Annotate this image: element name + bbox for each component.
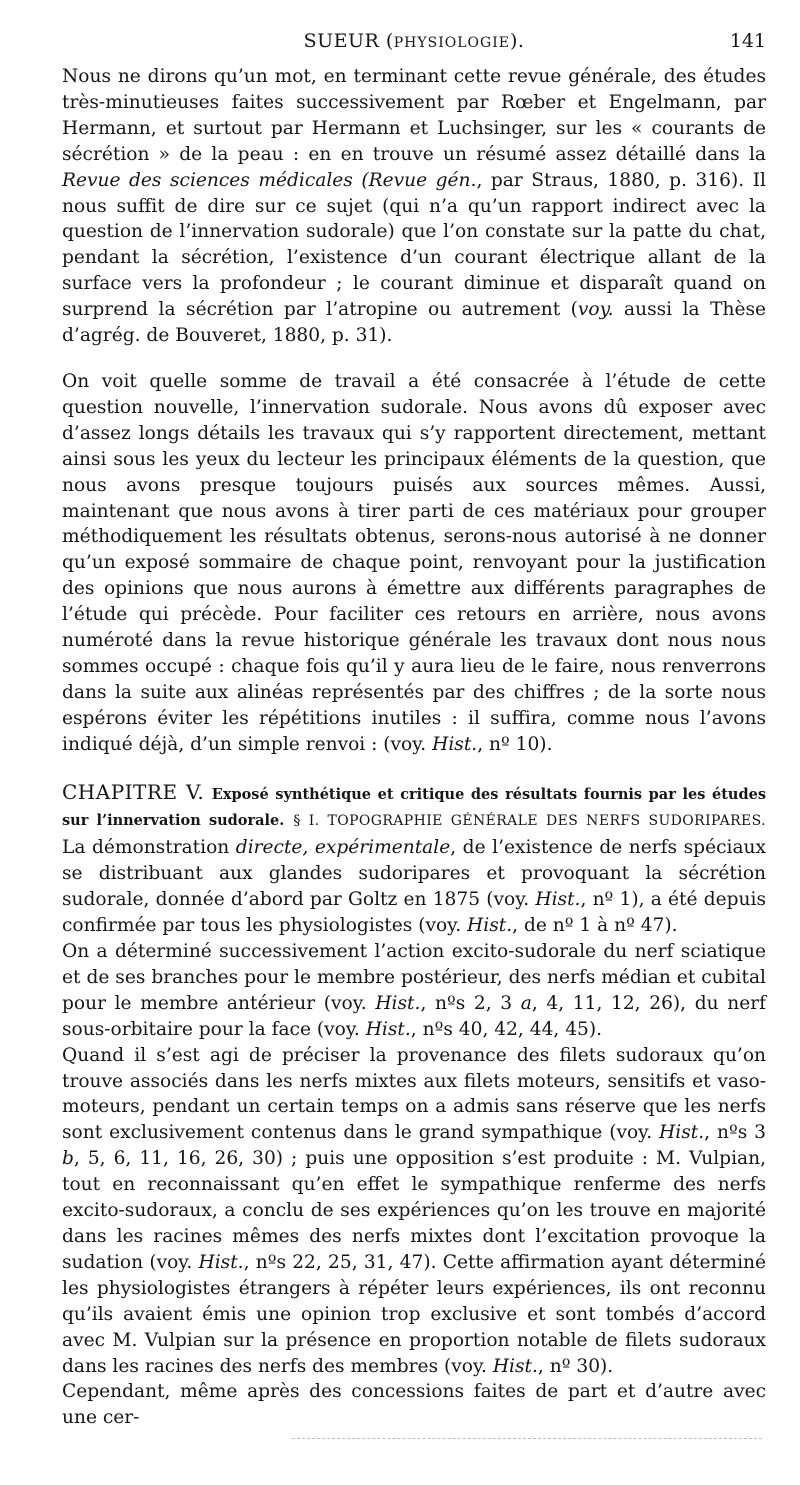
paragraph-2-end: , nº 10). — [477, 733, 553, 755]
paragraph-5-italic-a: Hist. — [659, 1122, 705, 1144]
running-title-smallcaps: PHYSIOLOGIE — [393, 35, 510, 51]
paragraph-4-text-c: , 4, 11, 12, 26), du nerf sous-orbitaire pour la face (voy. — [62, 992, 766, 1040]
paragraph-4-italic-a: Hist. — [375, 992, 421, 1014]
running-title-main: SUEUR ( — [303, 30, 394, 52]
paragraph-5-italic-b: b — [62, 1148, 74, 1170]
paragraph-4 — [62, 939, 766, 1043]
paragraph-3-text-b: , de l’existence de nerfs spéciaux se distribuant aux glandes sudoripares et provoquant la sécrétion sudorale, donnée d’abord par Goltz en 1875 (voy. — [62, 837, 766, 911]
running-title-end: ). — [509, 30, 525, 52]
paragraph-3-italic-b: Hist. — [535, 889, 581, 911]
paragraph-6 — [62, 1379, 766, 1431]
paragraph-4-italic-c: Hist. — [365, 1018, 411, 1040]
paragraph-1-italic-b: voy. — [577, 299, 614, 321]
paragraph-1-text-b: , par Straus, 1880, p. 316). Il nous suffit de dire sur ce sujet (qui n’a qu’un rapport indirect avec la question de l’innervation sudorale) que l’on constate sur la patte du chat, pendant la sécrétion, l’existence d’un courant électrique allant de la surface vers la profondeur ; le courant diminue et disparaît quand on surprend la sécrétion par l’atropine ou autrement ( — [62, 169, 766, 321]
chapter-paragraph — [62, 780, 766, 939]
running-title — [62, 30, 766, 52]
paragraph-5-italic-d: Hist. — [492, 1355, 538, 1377]
paragraph-5-italic-c: Hist. — [198, 1251, 244, 1273]
paragraph-1-italic-a: Revue des sciences médicales (Revue gén. — [62, 169, 477, 191]
paragraph-1-text-c: aussi la Thèse d’agrég. de Bouveret, 1880, p. 31). — [62, 299, 766, 347]
section-label: § I. TOPOGRAPHIE GÉNÉRALE DES NERFS SUDORIPARES. — [293, 813, 766, 830]
paragraph-5-text-c: , 5, 6, 11, 16, 26, 30) ; puis une opposition s’est produite : M. Vulpian, tout en reconnaissant qu’en effet le sympathique renferme des nerfs excito-sudoraux, a conclu de ses expériences qu’on les trouve en majorité dans les racines mêmes des nerfs mixtes dont l’excitation provoque la sudation (voy. — [62, 1148, 766, 1273]
paragraph-5-text-a: Quand il s’est agi de préciser la provenance des filets sudoraux qu’on trouve associés dans les nerfs mixtes aux filets moteurs, sensitifs et vaso-moteurs, pendant un certain temps on a admis sans réserve que les nerfs sont exclusivement contenus dans le grand sympathique (voy. — [62, 1044, 766, 1144]
paragraph-3-italic-a: directe, expérimentale — [235, 837, 451, 859]
chapter-title: Exposé synthétique et critique des résultats fournis par les études sur l’innervation sudorale. — [62, 785, 766, 830]
paragraph-3-text-a: La démonstration — [62, 837, 236, 859]
paragraph-4-text-d: , nºs 40, 42, 44, 45). — [410, 1018, 603, 1040]
paragraph-3-text-d: , de nº 1 à nº 47). — [512, 915, 678, 937]
paragraph-2-text: On voit quelle somme de travail a été consacrée à l’étude de cette question nouvelle, l’innervation sudorale. Nous avons dû exposer avec d’assez longs détails les travaux qui s’y rapportent directement, mettant ainsi sous les yeux du lecteur les principaux éléments de la question, que nous avons presque toujours puisés aux sources mêmes. Aussi, maintenant que nous avons à tirer parti de ces matériaux pour grouper méthodiquement les résultats obtenus, serons-nous autorisé à ne donner qu’un exposé sommaire de chaque point, renvoyant pour la justification des opinions que nous aurons à émettre aux différents paragraphes de l’étude qui précède. Pour faciliter ces retours en arrière, nous avons numéroté dans la revue historique générale les travaux dont nous nous sommes occupé : chaque fois qu’il y aura lieu de le faire, nous renverrons dans la suite aux alinéas représentés par des chiffres ; de la sorte nous espérons éviter les répétitions inutiles : il suffira, comme nous l’avons indiqué déjà, d’un simple renvoi : (voy. — [62, 370, 766, 755]
footer-rule — [292, 1438, 762, 1439]
paragraph-4-text-b: , nºs 2, 3 — [420, 992, 521, 1014]
paragraph-6-text: Cependant, même après des concessions faites de part et d’autre avec une cer- — [62, 1381, 766, 1429]
paragraph-5-text-e: , nº 30). — [537, 1355, 614, 1377]
paragraph-3-text-c: , nº 1), a été depuis confirmée par tous les physiologistes (voy. — [62, 889, 766, 937]
page — [62, 30, 766, 1431]
paragraph-4-italic-b: a — [520, 992, 532, 1014]
paragraph-5-text-b: , nºs 3 — [704, 1122, 766, 1144]
paragraph-2 — [62, 369, 766, 758]
paragraph-4-text-a: On a déterminé successivement l’action excito-sudorale du nerf sciatique et de ses branches pour le membre postérieur, des nerfs médian et cubital pour le membre antérieur (voy. — [62, 941, 766, 1014]
page-number: 141 — [729, 30, 766, 52]
chapter-label: CHAPITRE V. — [62, 779, 205, 804]
running-header — [62, 30, 766, 64]
paragraph-2-italic: Hist. — [432, 733, 478, 755]
paragraph-5 — [62, 1043, 766, 1380]
paragraph-5-text-d: , nºs 22, 25, 31, 47). Cette affirmation ayant déterminé les physiologistes étrangers à répéter leurs expériences, ils ont reconnu qu’ils avaient émis une opinion trop exclusive et sont tombés d’accord avec M. Vulpian sur la présence en proportion notable de filets sudoraux dans les racines des nerfs des membres (voy. — [62, 1251, 767, 1377]
paragraph-3-italic-c: Hist. — [467, 915, 513, 937]
paragraph-1-text-a: Nous ne dirons qu’un mot, en terminant cette revue générale, des études très-minutieuses faites successivement par Rœber et Engelmann, par Hermann, et surtout par Hermann et Luchsinger, sur les « courants de sécrétion » de la peau : en en trouve un résumé assez détaillé dans la — [62, 66, 766, 165]
paragraph-1 — [62, 64, 766, 349]
